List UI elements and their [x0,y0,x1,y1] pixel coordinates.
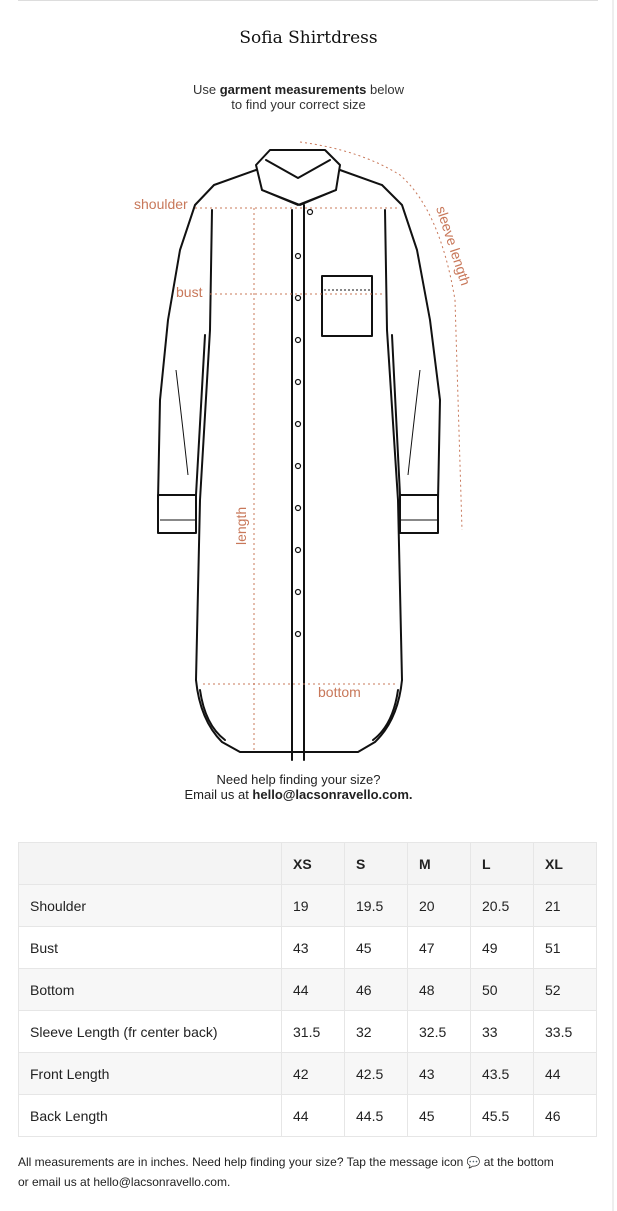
header-l: L [471,843,534,885]
table-row [19,927,597,969]
product-title: Sofia Shirtdress [239,28,378,48]
cell: 32.5 [408,1011,471,1053]
row-label: Shoulder [19,885,282,927]
table-row [19,1053,597,1095]
cell: 20 [408,885,471,927]
bottom-label: bottom [318,684,361,700]
table-row [19,1011,597,1053]
cell: 49 [471,927,534,969]
shoulder-label: shoulder [134,196,188,212]
cell: 19.5 [345,885,408,927]
cell: 45.5 [471,1095,534,1137]
cell: 43 [282,927,345,969]
cell: 44 [282,969,345,1011]
size-chart-table [18,842,597,1137]
help-email[interactable]: hello@lacsonravello.com. [252,787,413,802]
garment-diagram [120,135,480,765]
help-text: Need help finding your size? Email us at hello@lacsonravello.com. [184,772,413,802]
header-m: M [408,843,471,885]
header-s: S [345,843,408,885]
header-xs: XS [282,843,345,885]
cell: 19 [282,885,345,927]
cell: 43.5 [471,1053,534,1095]
row-label: Sleeve Length (fr center back) [19,1011,282,1053]
cell: 44 [282,1095,345,1137]
size-intro: Use garment measurements below to find your correct size [193,82,404,112]
cell: 43 [408,1053,471,1095]
row-label: Back Length [19,1095,282,1137]
row-label: Front Length [19,1053,282,1095]
cell: 48 [408,969,471,1011]
bust-label: bust [176,284,203,300]
cell: 45 [408,1095,471,1137]
footer-note: All measurements are in inches. Need help finding your size? Tap the message icon 💬 at the bottom or email us at hello@lacsonravello.com. [18,1155,554,1189]
cell: 33.5 [534,1011,597,1053]
sleeve-length-label: sleeve length [433,203,474,288]
row-label: Bust [19,927,282,969]
cell: 46 [345,969,408,1011]
message-icon: 💬 [466,1157,481,1169]
header-label [19,843,282,885]
cell: 44.5 [345,1095,408,1137]
cell: 52 [534,969,597,1011]
cell: 32 [345,1011,408,1053]
cell: 42.5 [345,1053,408,1095]
cell: 50 [471,969,534,1011]
header-xl: XL [534,843,597,885]
top-divider [18,0,598,1]
cell: 44 [534,1053,597,1095]
row-label: Bottom [19,969,282,1011]
cell: 51 [534,927,597,969]
table-row [19,885,597,927]
cell: 42 [282,1053,345,1095]
cell: 20.5 [471,885,534,927]
cell: 21 [534,885,597,927]
table-row [19,1095,597,1137]
cell: 31.5 [282,1011,345,1053]
cell: 33 [471,1011,534,1053]
table-header-row [19,843,597,885]
right-divider [612,0,614,1211]
cell: 45 [345,927,408,969]
table-row [19,969,597,1011]
cell: 46 [534,1095,597,1137]
cell: 47 [408,927,471,969]
length-label: length [233,506,249,545]
